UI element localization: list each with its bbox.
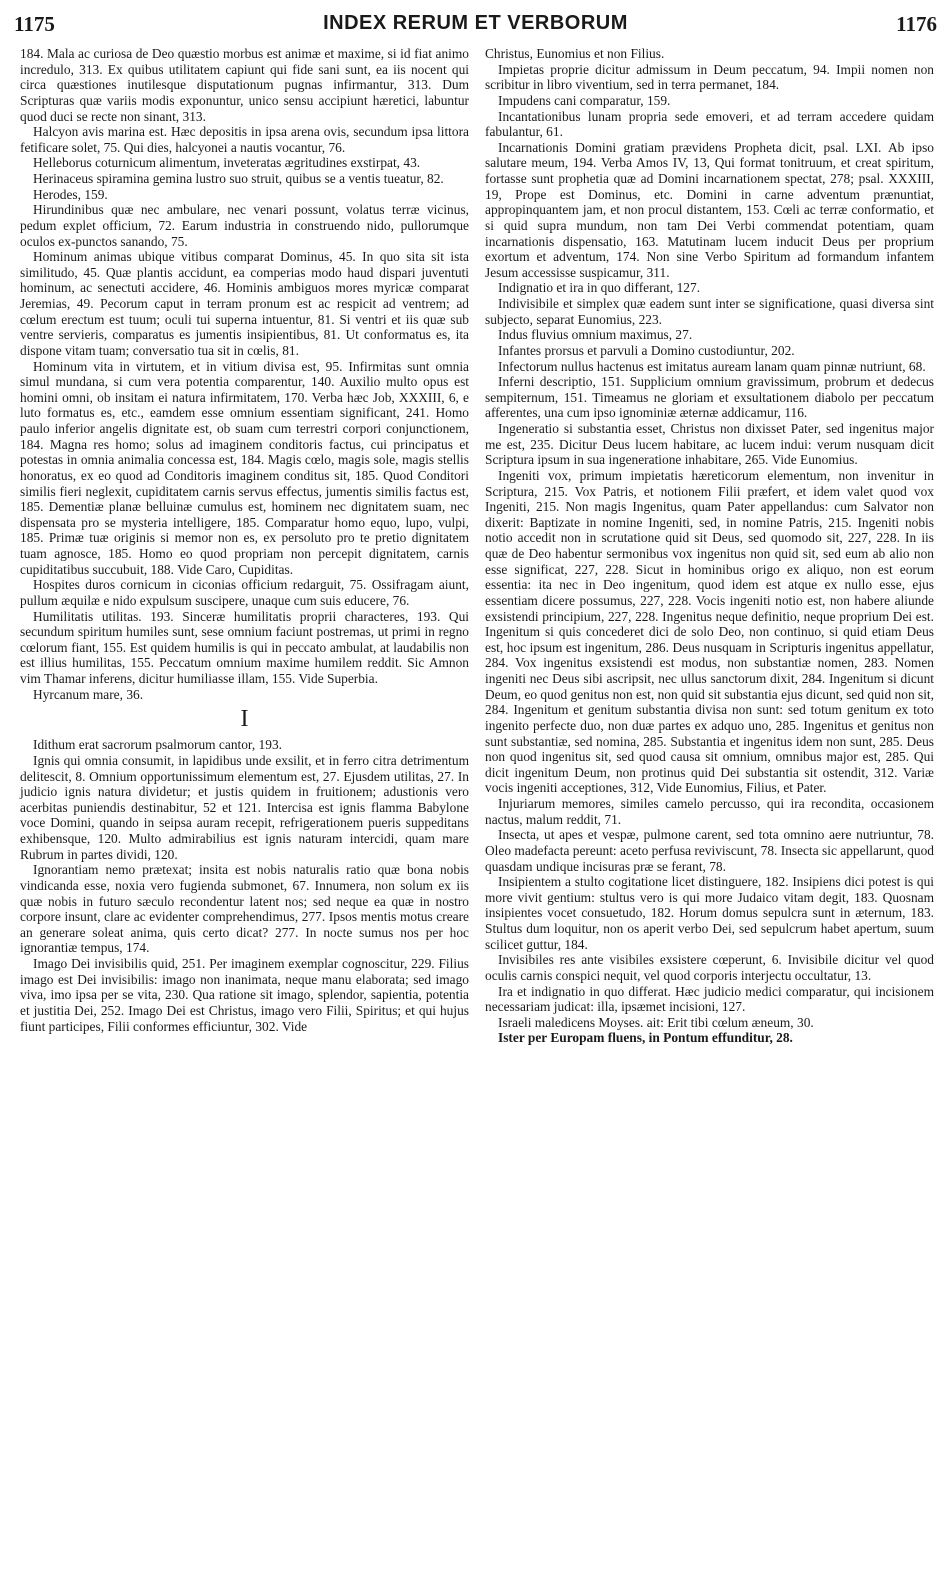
index-entry: Hospites duros cornicum in ciconias officium redarguit, 75. Ossifragam aiunt, pullum æquilæ e nido expulsum suscipere, unaque cum suis educere, 76. [20, 577, 469, 608]
index-entry: Indivisibile et simplex quæ eadem sunt inter se significatione, quasi diversa sint subjecto, separat Eunomius, 223. [485, 296, 934, 327]
index-entry: Ira et indignatio in quo differat. Hæc judicio medici comparatur, qui incisionem necessariam judicat: illa, ipsæmet incisioni, 127. [485, 983, 934, 1015]
index-entry: Indus fluvius omnium maximus, 27. [498, 327, 693, 343]
index-entry: Hominum vita in virtutem, et in vitium divisa est, 95. Infirmitas sunt omnia simul mundana, si cum vera potentia comparentur, 140. Auxilio multo opus est homini omni, ob insitam ei natura infirmitatem, 170. Verba hæc Job, XXXIII, 6, e luto formatus es, etc., eamdem esse omnium essentiam significant, 241. Homo paulo inferior angelis dignitate est, ob suam cum terrestri corpori conjunctionem, 184. Magna res homo; solus ad imaginem conditoris factus, cui principatus et potestas in omnia animalia concessa est, 184. Magis cœlo, magis sole, magis stellis honoratus, ex eo quod ad Conditoris imaginem conditus sit, 185. Quod Conditori similis fieri neglexit, cupiditatem carnis servus effectus, jumentis similis factus est, 185. Dementiæ planæ belluinæ cumulus est, hominem nec dignitatem suam, nec dispensata pro se mysteria intelligere, 185. Comparatur homo equo, lupo, vulpi, 185. Primæ tuæ originis si memor non es, ex persoluto pro te pretio dignitatem tuam agnosce, 185. Homo eo quod propriam non percepit dignitatem, carnis cupiditatibus succubuit, 188. Vide Caro, Cupiditas. [20, 358, 469, 577]
index-entry: 184. Mala ac curiosa de Deo quæstio morbus est animæ et maxime, si id fiat animo incredulo, 313. Ex quibus utilitatem capiunt qui fide sani sunt, ea iis nocent qui circa quæstiones inutilesque disputationum pugnas infirmantur, 313. Dum Scripturas quæ variis modis exponuntur, unico sensu accipiunt hæretici, labuntur quod duci se recte non sinant, 313. [20, 46, 469, 124]
index-entry: Humilitatis utilitas. 193. Sinceræ humilitatis proprii characteres, 193. Qui secundum spiritum humiles sunt, sese omnium faciunt postremas, ut primi in regno cœlorum fiant, 155. Est quidem humilis is qui in peccato ambulat, at laudabilis non est illius humilitas, 155. Peccatum omnium maxime humilem reddit. Sic Amnon vim Thamar inferens, dicitur humiliasse illam, 155. Vide Superbia. [20, 608, 469, 686]
index-entry: Hirundinibus quæ nec ambulare, nec venari possunt, volatus terræ vicinus, pedum explet officium, 72. Earum industria in construendo nido, pullorumque oculos ex-punctos sanando, 75. [20, 202, 469, 249]
index-entry: Idithum erat sacrorum psalmorum cantor, 193. [33, 737, 282, 753]
index-entry: Invisibiles res ante visibiles exsistere cœperunt, 6. Invisibile dicitur vel quod oculis carnis conspici nequit, vel quod corporis interjectu occultatur, 13. [485, 952, 934, 983]
index-entry: Incantationibus lunam propria sede emoveri, et ad terram accedere quidam fabulantur, 61. [485, 108, 934, 140]
index-entry: Herinaceus spiramina gemina lustro suo struit, quibus se a ventis tueatur, 82. [33, 171, 444, 186]
index-entry: Impudens cani comparatur, 159. [498, 92, 671, 108]
index-entry: Christus, Eunomius et non Filius. [485, 46, 665, 61]
index-entry: Ignorantiam nemo prætexat; insita est nobis naturalis ratio quæ bona nobis vindicanda esse, noxia vero fugienda submonet, 67. Innumera, non solum ex iis quæ nobis in futuro sæculo recondentur latent nos; sed neque ea quæ in nostro corpore insunt, clare ac evidenter comprehendimus, 277. Ipsos mentis motus creare an generare soleat anima, quis certo dicat? 277. In nocte sumus nos per hoc ignorantiæ tempus, 174. [20, 862, 469, 956]
index-entry: Hominum animas ubique vitibus comparat Dominus, 45. In quo sita sit ista similitudo, 45. Quæ plantis accidunt, ea comperias modo haud dispari juventuti hominum, ac senectuti accidere, 46. Hominis ambiguos mores myricæ comparat Jeremias, 49. Pecorum caput in terram pronum est ac respicit ad ventrem; ad cœlum erectum est tuum; oculi tui superna intuentur, 81. Si ventri et iis quæ sub ventre servieris, comparatus es jumentis insipientibus, 81. Ut conformatus es, ita dispone vitam tuam; conversatio tua sit in cœlis, 81. [20, 249, 469, 358]
index-entry: Ingeniti vox, primum impietatis hæreticorum elementum, non invenitur in Scriptura, 215. Vox Patris, et notionem Filii præfert, et idem valet quod vox Ingeniti, 215. Non magis Ingenitus, quam Pater appellandus: cum Salvator non dixerit: Baptizate in nomine Ingeniti, sed, in nomine Patris, 215. Ingeniti nobis notio accedit non in scrutatione quid sit Deus, sed quomodo sit, 227, 228. In iis quæ de Deo habentur sermonibus vox ingenitus non quid sit, sed eum ab alio non esse significat, 227, 228. Sicut in hominibus origo ex aliquo, non est eorum essentia: ita nec in Deo ingenitum, quod idem est atque ex nullo esse, ejus essentiam dicere possumus, 227, 228. Vocis ingeniti notio est, non habere aliunde exsistendi principium, 227, 228. Ingenitus neque definitio, neque proprium Dei est. Ingenitum si quis concederet dici de solo Deo, non continuo, si quid etiam Deus est, hoc ipsum est ingenitum, 286. Deus nusquam in Scripturis ingenitus appellatur, 284. Vox ingenitus exsistendi est modus, non substantiæ nomen, 283. Nomen ingeniti nec Deus sibi ascripsit, nec ullus sanctorum dixit, 284. Ingenitum si dicunt Deum, eo quod genitus non est, non quid sit substantia ejus dicunt, sed quid non sit, 284. Ingenitum et genitum substantia divisa non sunt: sed totum genitum ex toto ingenito perfecte duo, non duæ partes ex adquo uno, 285. Ingenitus et genitus non sunt substantiæ, sed nomina, 285. Substantia et ingenitus idem non sunt, 285. Deus non quod ingenitus sit, sed quod causa sit omnium, omnibus major est, 285. Qui dicit ingenitum Deum, non protinus quid Dei substantia sit ostendit, 312. Variæ vocis ingeniti acceptiones, 312, Vide Eunomius, Filius, et Pater. [485, 467, 934, 796]
running-title: INDEX RERUM ET VERBORUM [323, 12, 628, 34]
left-column [20, 46, 469, 1034]
index-entry: Incarnationis Domini gratiam prævidens Propheta dicit, psal. LXI. Ab ipso salutare meum, 194. Verba Amos IV, 13, Qui format tonitruum, et creat spiritum, fortasse sunt prophetia quæ ad Domini incarnationem spectat, 278; psal. XXXIII, 19, Prope est Dominus, etc. Domini in carne adventum prænuntiat, appropinquantem jam, et non procul distantem, 153. Cœli ac terræ conformatio, et si quid supra mundum, non tam Dei Verbi commendat potentiam, quam incarnationis dispensatio, 163. Matutinam lucem inducit Deus per proprium exortum et adventum, 174. Non sine Verbo Spiritum ad formandum infantem Jesum accessisse suspicamur, 311. [485, 139, 934, 280]
index-entry: Ister per Europam fluens, in Pontum effunditur, 28. [498, 1030, 793, 1046]
index-entry: Infantes prorsus et parvuli a Domino custodiuntur, 202. [498, 342, 795, 358]
index-entry: Hyrcanum mare, 36. [33, 686, 144, 702]
index-entry: Ingeneratio si substantia esset, Christus non dixisset Pater, sed ingenitus major me est, 235. Dicitur Deus lucem habitare, ac lucem indui: verum nusquam dicit Scriptura ipsum in sua ingeneratione inhabitare, 265. Vide Eunomius. [485, 421, 934, 468]
index-entry: Insecta, ut apes et vespæ, pulmone carent, sed tota omnino aere nutriuntur, 78. Oleo madefacta pereunt: aceto perfusa reviviscunt, 78. Insecta sic appellarunt, quod quasdam undique incisuras præ se ferant, 78. [485, 827, 934, 874]
index-entry: Injuriarum memores, similes camelo percusso, qui ira recondita, occasionem nactus, malum reddit, 71. [485, 796, 934, 827]
index-entry: Ignis qui omnia consumit, in lapidibus unde exsilit, et in ferro citra detrimentum delitescit, 8. Omnium opportunissimum elementum est, 27. Ejusdem utilitas, 27. In judicio ignis natura dividetur; et justis quidem in fruitionem; adustionis vero acerbitas puniendis destinabitur, 52 et 121. Intercisa est ignis flamma Babylone voce Domini, quando in seipsa auram recepit, refrigerationem pueris suppeditans exhibensque, 120. Multo admirabilius est ignis naturam intercidi, quam mare Rubrum in partes dividi, 120. [20, 752, 469, 862]
index-entry: Israeli maledicens Moyses. ait: Erit tibi cœlum æneum, 30. [498, 1014, 814, 1030]
left-page-number: 1175 [14, 12, 55, 36]
index-entry: Infectorum nullus hactenus est imitatus auream lanam quam pinnæ nutriunt, 68. [498, 358, 926, 374]
index-entry: Impietas proprie dicitur admissum in Deum peccatum, 94. Impii nomen non scribitur in libro viventium, sed in terra permanet, 184. [485, 61, 934, 93]
index-entry: Helleborus coturnicum alimentum, inveteratas ægritudines exstirpat, 43. [33, 155, 421, 171]
right-column [485, 46, 934, 1046]
index-entry: Halcyon avis marina est. Hæc depositis in ipsa arena ovis, secundum ipsa littora fetificare solet, 75. Qui dies, halcyonei a nautis vocantur, 76. [20, 124, 469, 155]
page-header [14, 12, 937, 42]
right-page-number: 1176 [896, 12, 937, 36]
index-entry: Indignatio et ira in quo differant, 127. [498, 280, 701, 296]
index-entry: Insipientem a stulto cogitatione licet distinguere, 182. Insipiens dici potest is qui more vivit gentium: stultus vero is qui more Judaico vitam degit, 183. Quosnam insipientes vocet consuetudo, 182. Horum domus sepulcra sunt in æternum, 183. Stultus dum loquitur, non os aperit verbo Dei, sed sepulcrum habet apertum, suum scilicet guttur, 184. [485, 874, 934, 952]
index-entry: Inferni descriptio, 151. Supplicium omnium gravissimum, probrum et dedecus sempiternum, 151. Timeamus ne gloriam et exsultationem diabolo per peccatum afferentes, una cum ipso ignominiæ æternæ addicamur, 116. [485, 374, 934, 421]
index-entry: Imago Dei invisibilis quid, 251. Per imaginem exemplar cognoscitur, 229. Filius imago est Dei invisibilis: imago non inanimata, neque manu elaborata; sed imago viva, imo ipsa per se vita, 230. Qua ratione sit imago, splendor, sapientia, potentia et justitia Dei, 252. Imago Dei est Christus, imago vero Filii, Spiritus; et qui hujus fiunt participes, Filii conformes efficiuntur, 302. Vide [20, 956, 469, 1034]
index-entry: Herodes, 159. [33, 186, 108, 202]
section-letter-heading: I [240, 706, 249, 733]
